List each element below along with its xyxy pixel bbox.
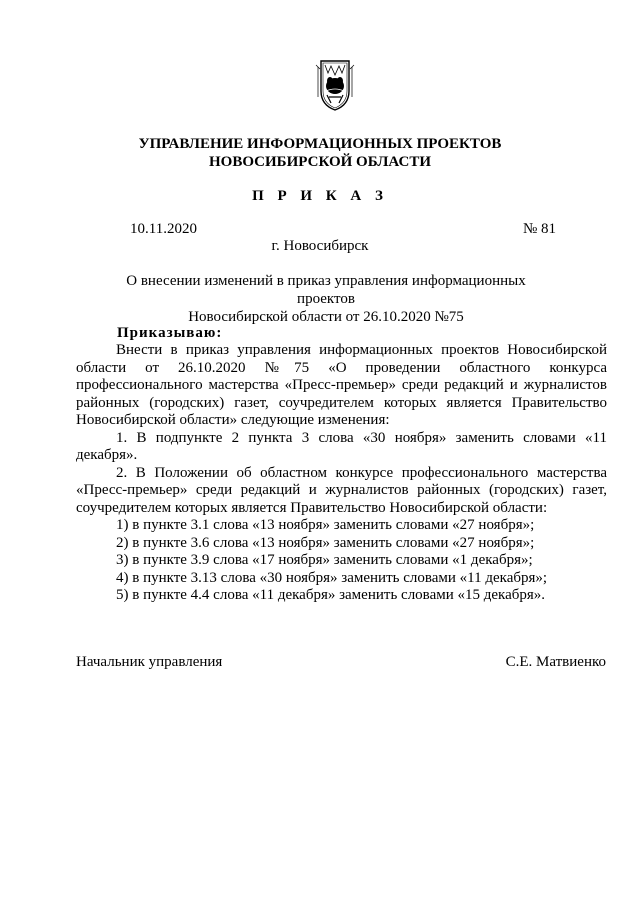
subject-line-1: О внесении изменений в приказ управления информационных проектов xyxy=(126,273,526,307)
signatory-title: Начальник управления xyxy=(76,654,223,670)
coat-of-arms-icon xyxy=(315,57,355,112)
document-type: П Р И К А З xyxy=(252,188,388,204)
order-directive: Приказываю: xyxy=(117,325,223,341)
subitem-1: 1) в пункте 3.1 слова «13 ноября» заменить словами «27 ноября»; xyxy=(116,517,535,533)
org-line-1: УПРАВЛЕНИЕ ИНФОРМАЦИОННЫХ ПРОЕКТОВ xyxy=(138,136,502,152)
order-date: 10.11.2020 xyxy=(130,221,197,237)
subitem-4: 4) в пункте 3.13 слова «30 ноября» заменить словами «11 декабря»; xyxy=(116,569,548,586)
item-2: 2. В Положении об областном конкурсе профессионального мастерства «Пресс-премьер» среди редакций и журналистов районных (городских) газет, соучредителем которых является Правительство Новосибирской области: xyxy=(76,464,607,516)
intro-paragraph: Внести в приказ управления информационных проектов Новосибирской области от 26.10.2020 №75 «О проведении областного конкурса профессионального мастерства «Пресс-премьер» среди редакций и журналистов районных (городских) газет, соучредителем которых является Правительство Новосибирской области» следующие изменения: xyxy=(76,342,607,428)
subject-line-2: Новосибирской области от 26.10.2020 №75 xyxy=(188,309,464,325)
subitem-5: 5) в пункте 4.4 слова «11 декабря» заменить словами «15 декабря». xyxy=(116,587,546,603)
order-subject xyxy=(96,272,556,326)
org-line-2: НОВОСИБИРСКОЙ ОБЛАСТИ xyxy=(208,154,432,170)
order-number: № 81 xyxy=(522,221,556,237)
subitem-2: 2) в пункте 3.6 слова «13 ноября» заменить словами «27 ноября»; xyxy=(116,534,535,551)
order-body xyxy=(76,342,607,605)
item-1: 1. В подпункте 2 пункта 3 слова «30 ноября» заменить словами «11 декабря». xyxy=(76,429,607,463)
order-city: г. Новосибирск xyxy=(271,238,369,254)
subitem-3: 3) в пункте 3.9 слова «17 ноября» заменить словами «1 декабря»; xyxy=(116,552,533,568)
signatory-name: С.Е. Матвиенко xyxy=(505,654,606,670)
organization-name xyxy=(0,135,640,171)
